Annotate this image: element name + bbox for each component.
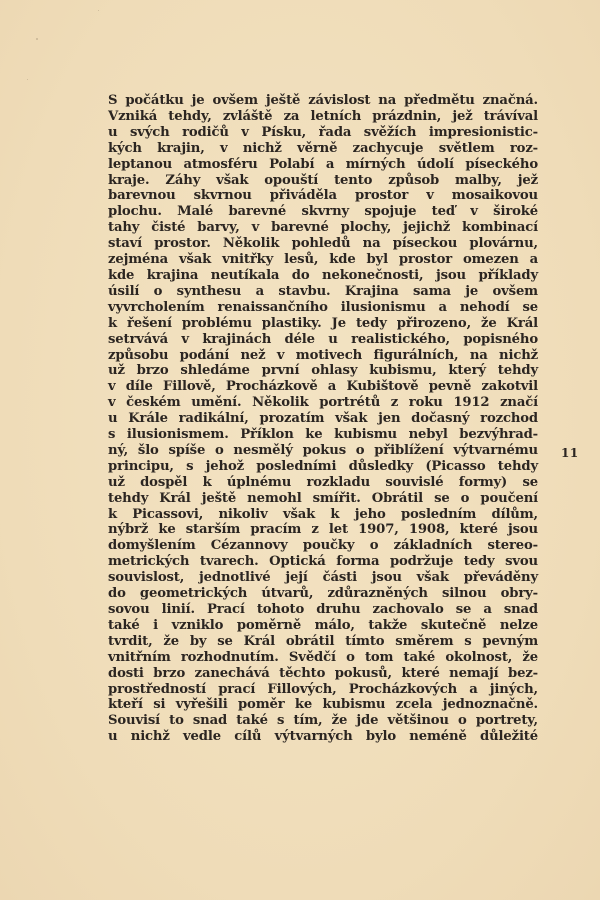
text-line: k Picassovi, nikoliv však k jeho posledním dílům,: [108, 506, 538, 522]
text-line: tahy čisté barvy, v barevné plochy, jejichž kombinací: [108, 220, 538, 236]
text-line: zejména však vnitřky lesů, kde byl prostor omezen a: [108, 252, 538, 268]
paper-speck: [98, 10, 99, 11]
text-line: už brzo shledáme první ohlasy kubismu, který tehdy: [108, 363, 538, 379]
text-line: vyvrcholením renaissančního ilusionismu a nehodí se: [108, 299, 538, 315]
text-line: kteří si vyřešili poměr ke kubismu zcela jednoznačně.: [108, 697, 538, 713]
text-line: u svých rodičů v Písku, řada svěžích impresionistic-: [108, 124, 538, 140]
text-line: leptanou atmosféru Polabí a mírných údolí píseckého: [108, 156, 538, 172]
text-line: S počátku je ovšem ještě závislost na předmětu značná.: [108, 93, 538, 108]
text-line: sovou linií. Prací tohoto druhu zachovalo se a snad: [108, 602, 538, 617]
text-line: tvrdit, že by se Král obrátil tímto směrem s pevným: [108, 633, 538, 649]
text-line: u Krále radikální, prozatím však jen dočasný rozchod: [108, 411, 538, 427]
text-line: k řešení problému plastiky. Je tedy přirozeno, že Král: [108, 315, 538, 331]
text-line: dosti brzo zanechává těchto pokusů, které nemají bez-: [108, 665, 538, 681]
text-line: do geometrických útvarů, zdůrazněných silnou obry-: [108, 586, 538, 602]
text-line: v českém umění. Několik portrétů z roku 1912 značí: [108, 395, 538, 411]
text-line: Vzniká tehdy, zvláště za letních prázdnin, jež trávíval: [108, 108, 538, 124]
text-line: kraje. Záhy však opouští tento způsob malby, jež: [108, 172, 538, 188]
text-line: ný, šlo spíše o nesmělý pokus o přiblížení výtvarnému: [108, 442, 538, 458]
text-line: už dospěl k úplnému rozkladu souvislé formy) se: [108, 474, 538, 490]
text-line: úsilí o synthesu a stavbu. Krajina sama je ovšem: [108, 283, 538, 299]
text-line: souvislost, jednotlivé její části jsou však převáděny: [108, 570, 538, 586]
text-line: prostředností prací Fillových, Procházkových a jiných,: [108, 681, 538, 697]
text-line: principu, s jehož posledními důsledky (Picasso tehdy: [108, 458, 538, 474]
text-line: u nichž vedle cílů výtvarných bylo neméně důležité: [108, 729, 538, 745]
text-line: setrvává v krajinách déle u realistického, popisného: [108, 331, 538, 347]
page-number: 11: [561, 446, 579, 460]
text-line: Souvisí to snad také s tím, že jde většinou o portrety,: [108, 713, 538, 729]
text-line: domyšlením Cézannovy poučky o základních stereo-: [108, 538, 538, 554]
text-line: barevnou skvrnou přiváděla prostor v mosaikovou: [108, 188, 538, 204]
text-line: kde krajina neutíkala do nekonečnosti, jsou příklady: [108, 267, 538, 283]
text-line: plochu. Malé barevné skvrny spojuje teď v široké: [108, 204, 538, 220]
text-line: také i vzniklo poměrně málo, takže skutečně nelze: [108, 617, 538, 633]
text-line: v díle Fillově, Procházkově a Kubištově pevně zakotvil: [108, 379, 538, 395]
text-line: tehdy Král ještě nemohl smířit. Obrátil se o poučení: [108, 490, 538, 506]
paper-speck: [36, 38, 38, 40]
text-line: metrických tvarech. Optická forma podržuje tedy svou: [108, 554, 538, 570]
text-line: staví prostor. Několik pohledů na píseckou plovárnu,: [108, 236, 538, 252]
text-line: nýbrž ke starším pracím z let 1907, 1908, které jsou: [108, 522, 538, 538]
paper-speck: [27, 79, 28, 80]
text-line: způsobu podání než v motivech figurálních, na nichž: [108, 347, 538, 363]
text-line: kých krajin, v nichž věrně zachycuje světlem roz-: [108, 140, 538, 156]
text-line: s ilusionismem. Příklon ke kubismu nebyl bezvýhrad-: [108, 427, 538, 443]
body-text: [108, 93, 538, 745]
text-line: vnitřním rozhodnutím. Svědčí o tom také okolnost, že: [108, 649, 538, 665]
